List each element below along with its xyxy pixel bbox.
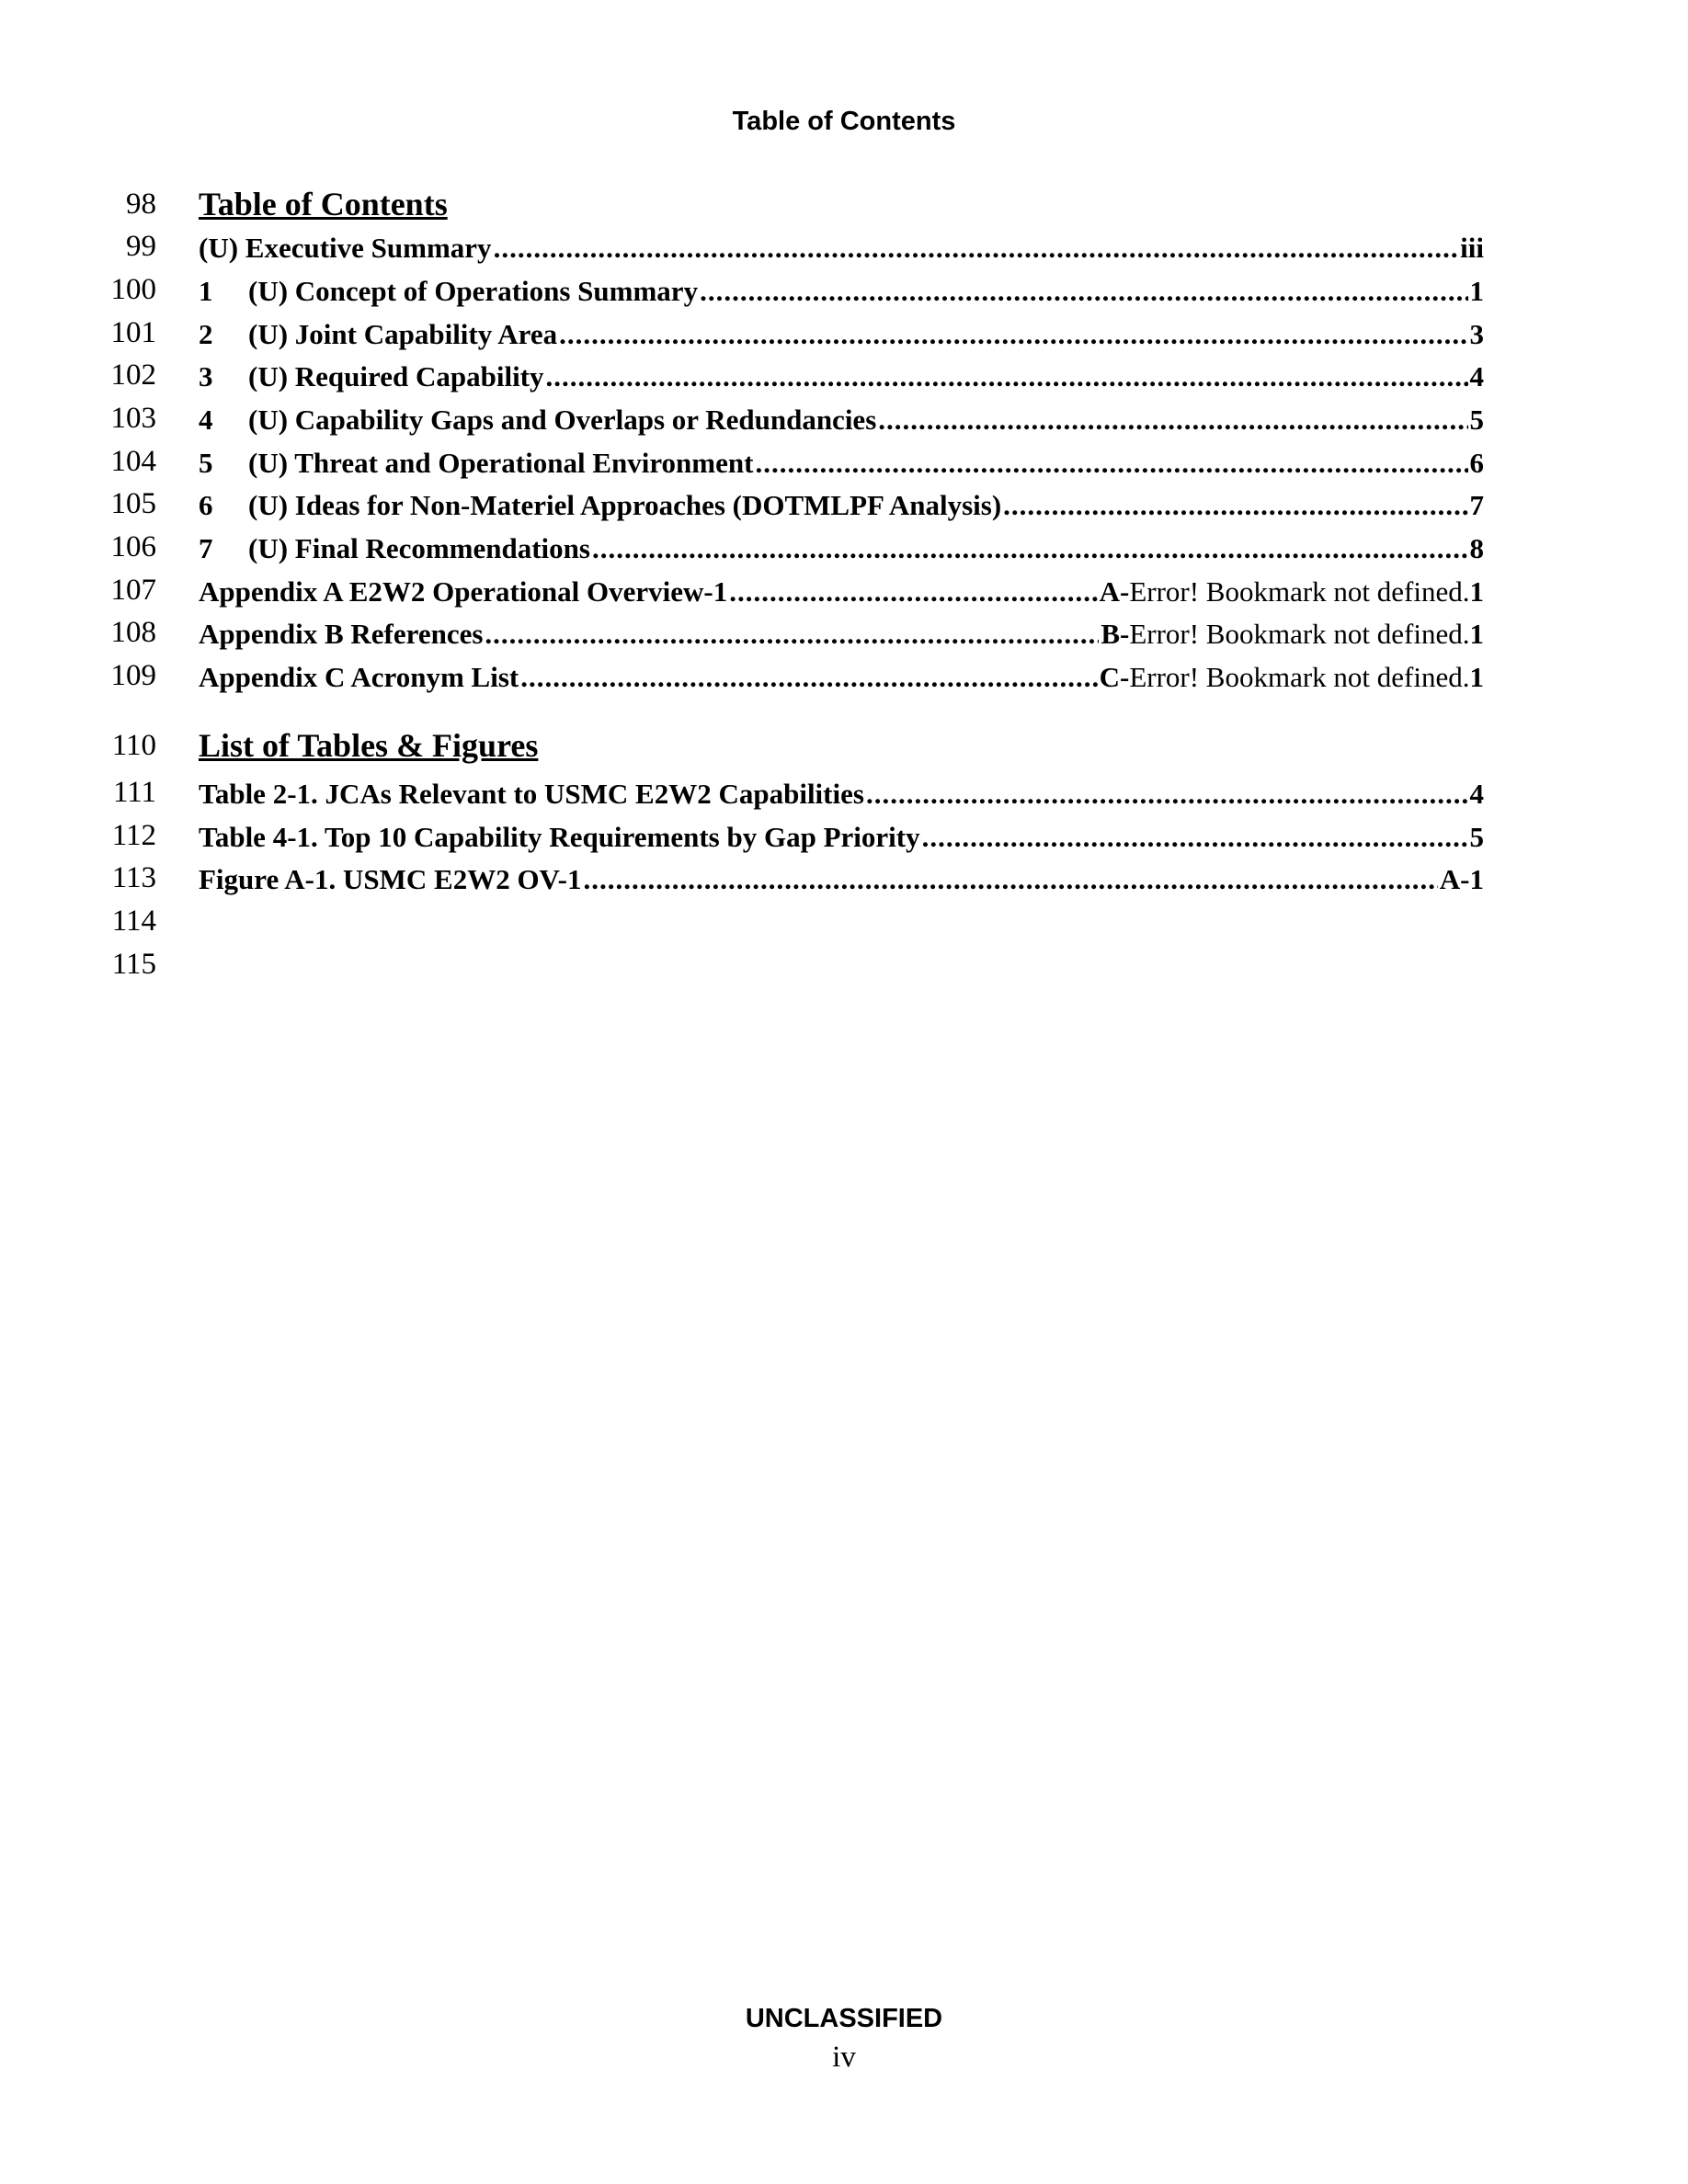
lot-entry-table-4-1[interactable] bbox=[199, 819, 1484, 856]
toc-entry-section-2[interactable] bbox=[199, 316, 1484, 353]
toc-entry-title: Appendix A E2W2 Operational Overview-1 bbox=[199, 575, 728, 608]
dot-leader bbox=[922, 819, 1468, 856]
line-number: 113 bbox=[111, 861, 156, 894]
toc-entry-number: 5 bbox=[199, 447, 213, 479]
toc-entry-page: 6 bbox=[1469, 447, 1484, 479]
toc-entry-page: 3 bbox=[1469, 318, 1484, 350]
toc-entry-page: 1 bbox=[1469, 275, 1484, 307]
toc-entry-appendix-a[interactable] bbox=[199, 574, 1484, 610]
line-number: 114 bbox=[111, 904, 156, 938]
line-number: 109 bbox=[110, 659, 156, 692]
lot-entry-title: Figure A-1. USMC E2W2 OV-1 bbox=[199, 863, 582, 895]
toc-entry-title: (U) Required Capability bbox=[248, 360, 544, 392]
dot-leader bbox=[729, 574, 1097, 610]
toc-entry-page: 1 bbox=[1469, 661, 1484, 693]
toc-entry-title: Appendix B References bbox=[199, 618, 484, 650]
toc-entry-section-5[interactable] bbox=[199, 445, 1484, 482]
lot-entry-page: A-1 bbox=[1439, 863, 1484, 895]
toc-entry-page: 8 bbox=[1469, 532, 1484, 564]
toc-entry-title: (U) Threat and Operational Environment bbox=[248, 447, 754, 479]
list-of-tables-heading: List of Tables & Figures bbox=[199, 727, 539, 764]
line-number: 111 bbox=[112, 776, 156, 809]
toc-entry-section-6[interactable] bbox=[199, 487, 1484, 524]
lot-entry-table-2-1[interactable] bbox=[199, 776, 1484, 813]
dot-leader bbox=[494, 230, 1459, 267]
line-number: 112 bbox=[111, 819, 156, 852]
toc-entry-page-prefix: B- bbox=[1101, 618, 1130, 650]
toc-heading: Table of Contents bbox=[199, 186, 448, 222]
toc-entry-page: 1 bbox=[1469, 575, 1484, 608]
toc-entry-section-4[interactable] bbox=[199, 402, 1484, 438]
line-number: 105 bbox=[110, 487, 156, 520]
toc-entry-appendix-b[interactable] bbox=[199, 616, 1484, 653]
lot-entry-title: Table 2-1. JCAs Relevant to USMC E2W2 Capabilities bbox=[199, 778, 864, 810]
toc-entry-section-3[interactable] bbox=[199, 358, 1484, 395]
classification-marking: UNCLASSIFIED bbox=[745, 2004, 943, 2033]
toc-entry-title: Appendix C Acronym List bbox=[199, 661, 519, 693]
toc-entry-page-prefix: C- bbox=[1099, 661, 1130, 693]
dot-leader bbox=[700, 273, 1467, 310]
lot-entry-figure-a-1[interactable] bbox=[199, 861, 1484, 898]
toc-entry-title: (U) Ideas for Non-Materiel Approaches (DOTMLPF Analysis) bbox=[248, 489, 1002, 521]
toc-entry-executive-summary[interactable] bbox=[199, 230, 1484, 267]
line-number: 104 bbox=[110, 445, 156, 478]
dot-leader bbox=[583, 861, 1437, 898]
dot-leader bbox=[485, 616, 1099, 653]
lot-entry-page: 4 bbox=[1469, 778, 1484, 810]
dot-leader bbox=[755, 445, 1467, 482]
toc-entry-number: 7 bbox=[199, 532, 213, 564]
dot-leader bbox=[1003, 487, 1467, 524]
dot-leader bbox=[866, 776, 1468, 813]
bookmark-error-text: Error! Bookmark not defined. bbox=[1129, 575, 1470, 608]
toc-entry-title: (U) Capability Gaps and Overlaps or Redundancies bbox=[248, 404, 877, 436]
toc-entry-title: (U) Final Recommendations bbox=[248, 532, 590, 564]
page-number: iv bbox=[832, 2041, 856, 2074]
dot-leader bbox=[559, 316, 1467, 353]
line-number: 108 bbox=[110, 616, 156, 649]
toc-entry-page: 1 bbox=[1469, 618, 1484, 650]
line-number: 98 bbox=[126, 188, 156, 221]
dot-leader bbox=[878, 402, 1467, 438]
dot-leader bbox=[520, 659, 1097, 696]
toc-entry-appendix-c[interactable] bbox=[199, 659, 1484, 696]
line-number: 102 bbox=[110, 358, 156, 392]
line-number: 106 bbox=[110, 530, 156, 563]
lot-entry-page: 5 bbox=[1469, 821, 1484, 853]
toc-entry-number: 1 bbox=[199, 275, 213, 307]
line-number: 107 bbox=[110, 574, 156, 607]
line-number: 103 bbox=[110, 402, 156, 435]
dot-leader bbox=[546, 358, 1468, 395]
dot-leader bbox=[592, 530, 1468, 567]
line-number: 101 bbox=[110, 316, 156, 349]
bookmark-error-text: Error! Bookmark not defined. bbox=[1129, 661, 1470, 693]
toc-entry-page: 7 bbox=[1469, 489, 1484, 521]
toc-entry-page-prefix: A- bbox=[1099, 575, 1130, 608]
running-header: Table of Contents bbox=[732, 107, 956, 136]
toc-entry-number: 3 bbox=[199, 360, 213, 392]
lot-entry-title: Table 4-1. Top 10 Capability Requirements by Gap Priority bbox=[199, 821, 920, 853]
line-number: 100 bbox=[110, 273, 156, 306]
line-number: 99 bbox=[126, 230, 156, 263]
line-number: 115 bbox=[111, 948, 156, 981]
toc-entry-number: 6 bbox=[199, 489, 213, 521]
line-number: 110 bbox=[111, 729, 156, 762]
toc-entry-page: 5 bbox=[1469, 404, 1484, 436]
bookmark-error-text: Error! Bookmark not defined. bbox=[1129, 618, 1470, 650]
toc-entry-section-7[interactable] bbox=[199, 530, 1484, 567]
toc-entry-number: 2 bbox=[199, 318, 213, 350]
toc-entry-number: 4 bbox=[199, 404, 213, 436]
toc-entry-page: 4 bbox=[1469, 360, 1484, 392]
toc-entry-section-1[interactable] bbox=[199, 273, 1484, 310]
toc-entry-title: (U) Executive Summary bbox=[199, 232, 492, 264]
toc-entry-title: (U) Joint Capability Area bbox=[248, 318, 558, 350]
toc-entry-title: (U) Concept of Operations Summary bbox=[248, 275, 699, 307]
toc-entry-page: iii bbox=[1460, 232, 1484, 264]
